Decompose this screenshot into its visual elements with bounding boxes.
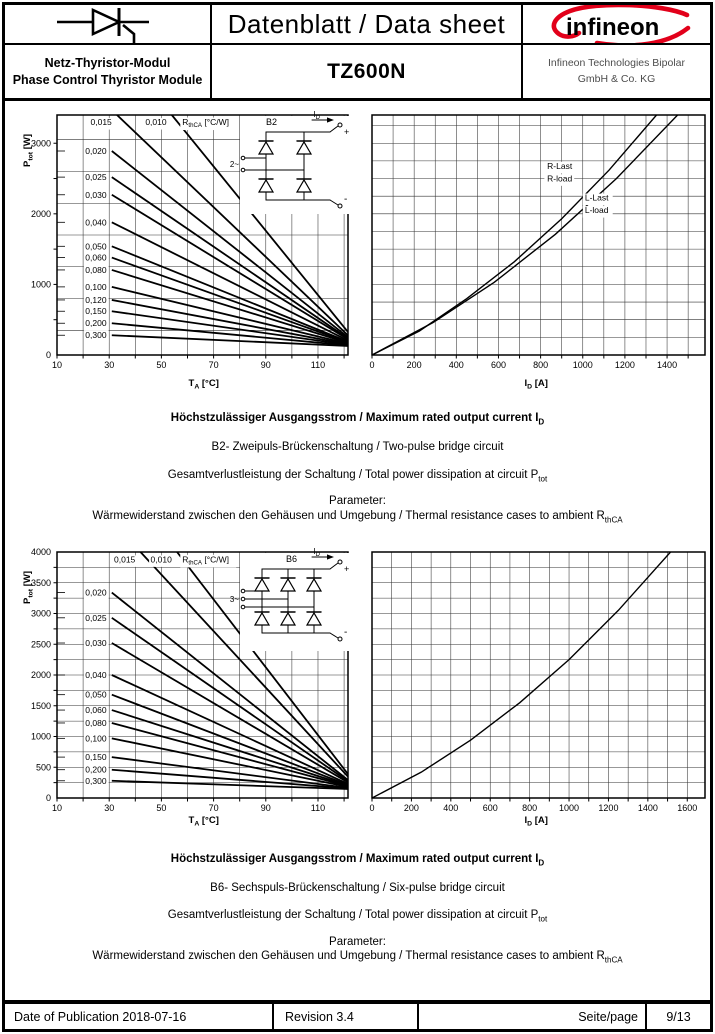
svg-text:1400: 1400 xyxy=(657,360,678,370)
b6-ptot-vs-id-svg xyxy=(366,543,710,829)
svg-text:0,300: 0,300 xyxy=(85,330,107,341)
svg-text:-: - xyxy=(344,194,348,205)
section1-parameter-label: Parameter: xyxy=(329,495,386,507)
svg-text:200: 200 xyxy=(403,803,419,813)
svg-text:-: - xyxy=(344,627,348,638)
inset-circuit-B2 xyxy=(230,110,352,214)
svg-text:3000: 3000 xyxy=(30,608,51,619)
svg-text:0,015: 0,015 xyxy=(90,117,112,128)
svg-text:500: 500 xyxy=(35,762,51,773)
b6-ptot-vs-ta-svg xyxy=(14,543,360,829)
footer xyxy=(5,1001,710,1030)
svg-text:800: 800 xyxy=(522,803,538,813)
company-name xyxy=(523,45,710,98)
svg-text:ID [A]: $I_D$ [A] xyxy=(524,378,548,391)
svg-text:1200: 1200 xyxy=(598,803,619,813)
inset-circuit-B6 xyxy=(230,547,352,651)
svg-text:2~: 2~ xyxy=(229,160,239,169)
svg-text:0,060: 0,060 xyxy=(85,252,107,263)
svg-text:0,080: 0,080 xyxy=(85,717,107,728)
section2-title: Höchstzulässiger Ausgangsstrom / Maximum rated output current $I_D$ xyxy=(170,853,545,868)
svg-text:1000: 1000 xyxy=(572,360,593,370)
svg-text:1000: 1000 xyxy=(559,803,580,813)
revision: Revision 3.4 xyxy=(272,1004,417,1030)
svg-text:1200: 1200 xyxy=(614,360,635,370)
svg-text:0,150: 0,150 xyxy=(85,752,107,763)
section2-parameter-label: Parameter: xyxy=(329,936,386,948)
thyristor-logo-cell xyxy=(5,5,212,45)
svg-text:4000: 4000 xyxy=(30,547,51,558)
svg-text:90: 90 xyxy=(260,360,271,370)
svg-text:0,025: 0,025 xyxy=(85,172,107,183)
page-title: Datenblatt / Data sheet xyxy=(212,5,523,45)
chart-b2-power-vs-current xyxy=(366,106,710,397)
svg-text:0,020: 0,020 xyxy=(85,587,107,598)
svg-text:0: 0 xyxy=(369,360,375,370)
svg-text:RthCA [°C/W]: $R_{thCA}$ [°C/W] xyxy=(182,117,230,130)
svg-text:1000: 1000 xyxy=(30,279,51,290)
module-type xyxy=(5,45,212,98)
svg-text:0,015: 0,015 xyxy=(114,554,136,565)
svg-text:1000: 1000 xyxy=(30,731,51,742)
header xyxy=(5,5,710,101)
svg-text:2000: 2000 xyxy=(30,670,51,681)
chart-b6-power-vs-temperature xyxy=(14,543,360,834)
section1-thermal-line: Wärmewiderstand zwischen den Gehäusen und Umgebung / Thermal resistance cases to ambient $R_{thCA}$ xyxy=(92,510,623,525)
svg-text:10: 10 xyxy=(51,803,63,813)
svg-text:ID: $I_D$ xyxy=(313,547,320,558)
content-top-rule xyxy=(5,99,710,101)
section2-dissipation-line: Gesamtverlustleistung der Schaltung / Total power dissipation at circuit $P_{tot}$ xyxy=(167,909,548,924)
svg-text:200: 200 xyxy=(406,360,422,370)
svg-text:L-Last: L-Last xyxy=(584,192,609,203)
svg-text:0,060: 0,060 xyxy=(85,705,107,716)
svg-text:+: + xyxy=(344,564,350,574)
svg-text:2000: 2000 xyxy=(30,209,51,220)
section2-thermal-line: Wärmewiderstand zwischen den Gehäusen und Umgebung / Thermal resistance cases to ambient $R_{thCA}$ xyxy=(92,950,623,965)
svg-text:3500: 3500 xyxy=(30,577,51,588)
svg-text:0,100: 0,100 xyxy=(85,281,107,292)
page-label: Seite/page xyxy=(417,1004,645,1030)
axis-tick-labels xyxy=(369,803,697,813)
svg-text:0,050: 0,050 xyxy=(85,241,107,252)
svg-text:TA [°C]: $T_A$ [°C] xyxy=(188,815,219,828)
chart-b2-power-vs-temperature xyxy=(14,106,360,397)
svg-text:0,020: 0,020 xyxy=(85,146,107,156)
b2-ptot-vs-id-svg xyxy=(366,106,710,392)
svg-text:R-Last: R-Last xyxy=(547,160,573,171)
thyristor-icon xyxy=(53,5,163,44)
svg-text:0,040: 0,040 xyxy=(85,670,107,680)
svg-text:Ptot [W]: $P_{tot}$ [W] xyxy=(22,571,35,604)
company-line2: GmbH & Co. KG xyxy=(577,72,656,85)
svg-text:B6: B6 xyxy=(286,554,298,564)
svg-text:ID: $I_D$ xyxy=(313,110,320,121)
svg-text:50: 50 xyxy=(156,803,167,813)
svg-text:30: 30 xyxy=(104,360,115,370)
svg-text:0: 0 xyxy=(369,803,375,813)
part-number: TZ600N xyxy=(212,45,523,98)
svg-text:0,300: 0,300 xyxy=(85,775,107,786)
svg-text:ID [A]: $I_D$ [A] xyxy=(524,815,548,828)
module-type-en: Phase Control Thyristor Module xyxy=(12,72,203,87)
svg-text:90: 90 xyxy=(260,803,271,813)
svg-text:50: 50 xyxy=(156,360,167,370)
svg-text:800: 800 xyxy=(533,360,549,370)
chart-b6-power-vs-current xyxy=(366,543,710,834)
svg-text:0,080: 0,080 xyxy=(85,264,107,275)
section1-dissipation-line: Gesamtverlustleistung der Schaltung / Total power dissipation at circuit $P_{tot}$ xyxy=(167,469,548,484)
infineon-logo-text: infineon xyxy=(565,14,659,41)
svg-text:0,010: 0,010 xyxy=(150,554,172,565)
module-type-de: Netz-Thyristor-Modul xyxy=(44,56,171,71)
svg-text:TA [°C]: $T_A$ [°C] xyxy=(188,378,219,391)
svg-text:Ptot [W]: $P_{tot}$ [W] xyxy=(22,134,35,167)
svg-text:0,030: 0,030 xyxy=(85,189,107,200)
svg-text:30: 30 xyxy=(104,803,115,813)
svg-text:3~: 3~ xyxy=(229,595,239,604)
b2-ptot-vs-ta-svg xyxy=(14,106,360,392)
svg-text:400: 400 xyxy=(443,803,459,813)
svg-text:1400: 1400 xyxy=(637,803,658,813)
svg-text:2500: 2500 xyxy=(30,639,51,650)
svg-text:B2: B2 xyxy=(266,117,278,127)
section1-circuit-line: B2- Zweipuls-Brückenschaltung / Two-pulse bridge circuit xyxy=(211,441,504,453)
svg-text:70: 70 xyxy=(208,803,219,813)
company-line1: Infineon Technologies Bipolar xyxy=(548,56,685,69)
svg-text:+: + xyxy=(344,127,350,137)
svg-text:0: 0 xyxy=(45,793,51,804)
svg-text:3000: 3000 xyxy=(30,138,51,149)
svg-text:0,050: 0,050 xyxy=(85,689,107,700)
svg-text:0,010: 0,010 xyxy=(145,117,167,128)
svg-text:600: 600 xyxy=(482,803,498,813)
svg-text:0,025: 0,025 xyxy=(85,612,107,623)
svg-text:0: 0 xyxy=(45,350,51,361)
svg-text:RthCA [°C/W]: $R_{thCA}$ [°C/W] xyxy=(182,554,230,567)
page-number: 9/13 xyxy=(645,1004,710,1030)
svg-text:10: 10 xyxy=(51,360,63,370)
svg-text:0,100: 0,100 xyxy=(85,733,107,744)
infineon-logo-icon xyxy=(541,5,693,45)
svg-text:110: 110 xyxy=(310,360,326,370)
svg-text:0,120: 0,120 xyxy=(85,294,107,305)
svg-text:0,040: 0,040 xyxy=(85,217,107,228)
svg-text:R-load: R-load xyxy=(547,173,573,184)
section1-title: Höchstzulässiger Ausgangsstrom / Maximum rated output current $I_D$ xyxy=(170,412,545,427)
svg-text:1500: 1500 xyxy=(30,700,51,711)
svg-text:0,200: 0,200 xyxy=(85,318,107,329)
svg-text:1600: 1600 xyxy=(677,803,698,813)
infineon-logo xyxy=(523,5,710,45)
svg-text:400: 400 xyxy=(448,360,464,370)
svg-text:0,030: 0,030 xyxy=(85,638,107,649)
publication-date: Date of Publication 2018-07-16 xyxy=(14,1010,187,1024)
svg-text:110: 110 xyxy=(310,803,326,813)
svg-text:70: 70 xyxy=(208,360,219,370)
section2-circuit-line: B6- Sechspuls-Brückenschaltung / Six-pulse bridge circuit xyxy=(210,882,505,894)
svg-text:0,200: 0,200 xyxy=(85,764,107,775)
svg-text:0,150: 0,150 xyxy=(85,306,107,317)
svg-text:L-load: L-load xyxy=(584,205,609,216)
svg-text:600: 600 xyxy=(490,360,506,370)
